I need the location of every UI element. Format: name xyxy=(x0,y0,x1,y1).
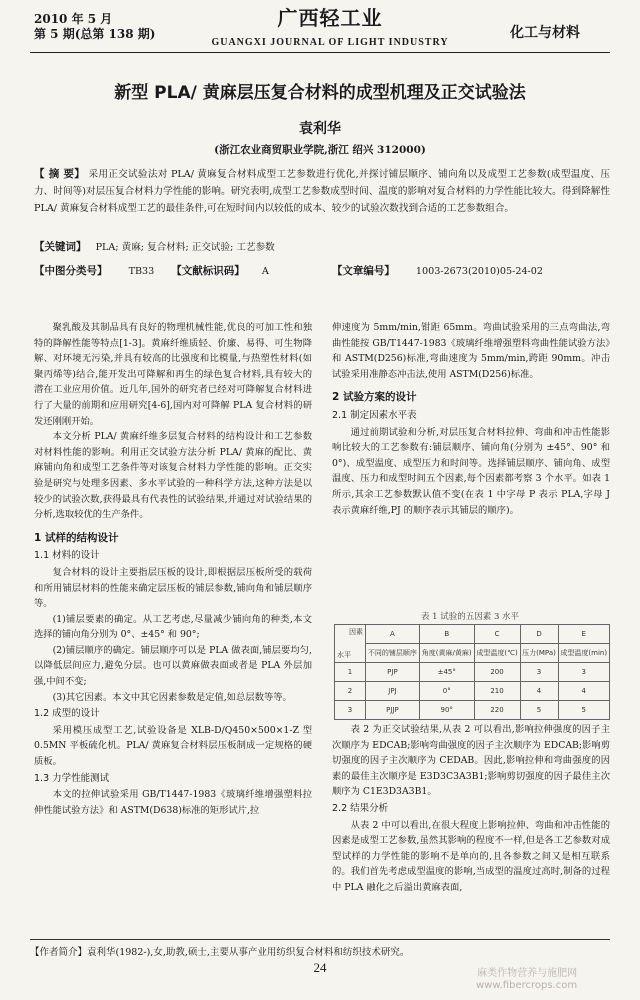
section-2-1-heading: 2.1 制定因素水平表 xyxy=(332,409,417,421)
factor-paragraph-1: (1)铺层要素的确定。从工艺考虑,尽量减少铺向角的种类,本文选择的铺向角分别为 0°、±45° 和 90°; xyxy=(34,613,312,641)
table-cell: 200 xyxy=(474,663,520,682)
section-1-heading: 1 试样的结构设计 xyxy=(34,531,119,544)
keywords-label: 【关键词】 xyxy=(34,241,87,253)
journal-name xyxy=(180,2,480,48)
factor-paragraph-3: (3)其它因素。本文中其它因素参数是定值,如总层数等等。 xyxy=(52,691,292,703)
table-row xyxy=(335,663,610,682)
right-column-lower xyxy=(332,722,610,896)
doc-code-label: 【文献标识码】 xyxy=(171,265,245,277)
page-number: 24 xyxy=(313,960,327,975)
section-1-1-heading: 1.1 材料的设计 xyxy=(34,550,100,562)
table-1 xyxy=(334,624,610,720)
issue-number: 第 5 期(总第 138 期) xyxy=(34,27,156,41)
table-row xyxy=(335,682,610,701)
table-header-cell: D xyxy=(520,625,558,644)
article-no-value: 1003-2673(2010)05-24-02 xyxy=(415,266,544,277)
table-subheader-cell: 角度(黄麻/黄麻) xyxy=(419,644,474,663)
journal-name-en: GUANGXI JOURNAL OF LIGHT INDUSTRY xyxy=(211,37,449,48)
doc-code-value: A xyxy=(261,266,269,277)
keywords-text: PLA; 黄麻; 复合材料; 正交试验; 工艺参数 xyxy=(95,242,275,253)
table-subheader-row xyxy=(335,644,610,663)
factor-paragraph-2: (2)铺层顺序的确定。铺层顺序可以是 PLA 做表面,铺层要均匀,以降低层间应力,避免分层。也可以黄麻做表面或者是 PLA 外层加强,中间不变; xyxy=(34,644,312,688)
author-affiliation: (浙江农业商贸职业学院,浙江 绍兴 312000) xyxy=(214,144,426,156)
table-factor-label: 因素 xyxy=(349,628,363,636)
table-cell: 2 xyxy=(335,682,366,701)
clc-value: TB33 xyxy=(128,266,155,277)
table-cell: 4 xyxy=(558,682,609,701)
author-bio: 【作者简介】袁利华(1982-),女,助教,硕士,主要从事产业用纺织复合材料和纺织技术研究。 xyxy=(30,939,610,958)
table-cell: 220 xyxy=(474,701,520,720)
table-subheader-cell: 压力(MPa) xyxy=(520,644,558,663)
article-no-label: 【文章编号】 xyxy=(331,265,395,277)
right-column xyxy=(332,320,610,518)
header-rule xyxy=(30,52,610,53)
table-header-cell: A xyxy=(366,625,420,644)
issue-info xyxy=(34,12,155,42)
table-cell: PJJP xyxy=(366,701,420,720)
analysis-paragraph: 从表 2 中可以看出,在很大程度上影响拉伸、弯曲和冲击性能的因素是成型工艺参数,虽然其影响的程度不一样,但是各工艺参数对成型试样的力学性能的影响不是单向的,且各参数之间又是相互联系的。我们首先考虑成型温度的影响,当成型的温度过高时,制备的过程中 PLA 融化之后溢出黄麻表面, xyxy=(332,819,610,893)
table-cell: JPJ xyxy=(366,682,420,701)
section-1-3-paragraph: 本文的拉伸试验采用 GB/T1447-1983《玻璃纤维增强塑料拉伸性能试验方法》和 ASTM(D638)标准的矩形试片,拉 xyxy=(34,789,312,816)
section-1-3-heading: 1.3 力学性能测试 xyxy=(34,772,110,784)
table-header-row xyxy=(335,625,610,644)
intro-paragraph-1: 聚乳酸及其制品具有良好的物理机械性能,优良的可加工性和独特的降解性能等特点[1-3]。黄麻纤维质轻、价廉、易得、可生物降解、对环境无污染,并具有较高的比强度和比模量,与热塑性材料(如聚丙烯等)结合,能开发出可降解和再生的绿色复合材料,具有较大的潜在工业应用价值。近几年,国外的研究者已经对可降解复合材料进行了大量的前期和应用研究[4-6],国内对可降解 PLA 复合材料的研发还刚刚开始。 xyxy=(34,322,312,427)
test-method-paragraph: 伸速度为 5mm/min,钳距 65mm。弯曲试验采用的三点弯曲法,弯曲性能按 GB/T1447-1983《玻璃纤维增强塑料弯曲性能试验方法》和 ASTM(D256)标准,弯曲速度为 5mm/min,跨距 90mm。冲击试验采用准静态冲击法,使用 ASTM(D256)标准。 xyxy=(332,322,610,380)
watermark xyxy=(476,968,577,992)
table-header-cell: C xyxy=(474,625,520,644)
table-header-cell: B xyxy=(419,625,474,644)
table-subheader-cell: 不同的铺层顺序 xyxy=(366,644,420,663)
table-subheader-cell: 成型温度(℃) xyxy=(474,644,520,663)
journal-name-cn: 广西轻工业 xyxy=(277,6,383,30)
table-cell: PJP xyxy=(366,663,420,682)
table-subheader-cell: 成型温度(min) xyxy=(558,644,609,663)
abstract-label: 【 摘 要】 xyxy=(34,168,86,180)
table-row xyxy=(335,701,610,720)
clc-label: 【中图分类号】 xyxy=(34,265,108,277)
table-cell: 1 xyxy=(335,663,366,682)
table-cell: 210 xyxy=(474,682,520,701)
results-paragraph: 表 2 为正交试验结果,从表 2 可以看出,影响拉伸强度的因子主次顺序为 EDCAB;影响弯曲强度的因子主次顺序为 EDCAB;影响剪切强度的因子主次顺序为 CEDAB。因此,影响拉伸和弯曲强度的因素的最佳主次顺序是 E3D3C3A3B1;影响剪切强度的因子最佳主次顺序为 C1E3D3A3B1。 xyxy=(332,724,610,798)
watermark-cn: 麻类作物营养与施肥网 xyxy=(477,968,578,979)
left-column xyxy=(34,320,312,818)
table-cell: 5 xyxy=(558,701,609,720)
table-level-label: 水平 xyxy=(337,651,351,659)
table-cell: 3 xyxy=(558,663,609,682)
table-cell: ±45° xyxy=(419,663,474,682)
table-header-cell: E xyxy=(558,625,609,644)
table-corner-cell xyxy=(335,625,366,663)
section-1-2-paragraph: 采用模压成型工艺,试验设备是 XLB-D/Q450×500×1-Z 型 0.5MN 平板硫化机。PLA/ 黄麻复合材料层压板制成一定规格的硬质板。 xyxy=(34,724,312,768)
section-2-heading: 2 试验方案的设计 xyxy=(332,391,417,404)
table-1-caption: 表 1 试验的五因素 3 水平 xyxy=(420,612,520,622)
intro-paragraph-2: 本文分析 PLA/ 黄麻纤维多层复合材料的结构设计和工艺参数对材料性能的影响。利用正交试验方法分析 PLA/ 黄麻的配比、黄麻铺向角和成型工艺条件等对该复合材料力学性能的影响。正交实验是研究与处理多因素、多水平试验的一种科学方法,这种方法是以较少的试验次数,获得最具有代表性的试验结果,并通过对试验结果的分析,选取较优的生产条件。 xyxy=(34,431,312,521)
year-month: 2010 年 5 月 xyxy=(34,12,113,26)
section-2-1-paragraph: 通过前期试验和分析,对层压复合材料拉伸、弯曲和冲击性能影响比较大的工艺参数有:铺层顺序、铺向角(分别为 ±45°、90° 和 0°)、成型温度、成型压力和时间等。选择铺层顺序、铺向角、成型温度、压力和成型时间五个因素,每个因素都考察 3 个水平。如表 1 所示,其余工艺参数默认值不变(在表 1 中字母 P 表示 PLA,字母 J 表示黄麻纤维,PJ 的顺序表示其铺层的顺序)。 xyxy=(332,426,610,516)
section-1-2-heading: 1.2 成型的设计 xyxy=(34,708,100,720)
abstract-text: 采用正交试验法对 PLA/ 黄麻复合材料成型工艺参数进行优化,并探讨铺层顺序、铺向角以及成型工艺参数(成型温度、压力、时间等)对层压复合材料力学性能的影响。研究表明,成型工艺参数成型时间、温度的影响对复合材料的力学性能比较大。得到降解性 PLA/ 黄麻复合材料成型工艺的最佳条件,可在短时间内以较低的成本、较少的试验次数找到合适的工艺参数组合。 xyxy=(34,169,610,214)
keywords-row xyxy=(34,240,610,255)
abstract xyxy=(34,166,610,217)
section-name: 化工与材料 xyxy=(510,25,580,41)
paper-title: 新型 PLA/ 黄麻层压复合材料的成型机理及正交试验法 xyxy=(114,83,526,103)
table-cell: 90° xyxy=(419,701,474,720)
section-2-2-heading: 2.2 结果分析 xyxy=(332,802,389,814)
watermark-en: www.fibercrops.com xyxy=(476,980,578,991)
table-cell: 3 xyxy=(520,663,558,682)
table-cell: 0° xyxy=(419,682,474,701)
classification-row xyxy=(34,264,610,279)
section-1-1-paragraph: 复合材料的设计主要指层压板的设计,即根据层压板所受的载荷和所用铺层材料的性能来确定层压板的铺层参数,铺向角和铺层顺序等。 xyxy=(34,566,312,610)
paper-author: 袁利华 xyxy=(299,121,341,137)
table-cell: 3 xyxy=(335,701,366,720)
table-cell: 5 xyxy=(520,701,558,720)
table-cell: 4 xyxy=(520,682,558,701)
